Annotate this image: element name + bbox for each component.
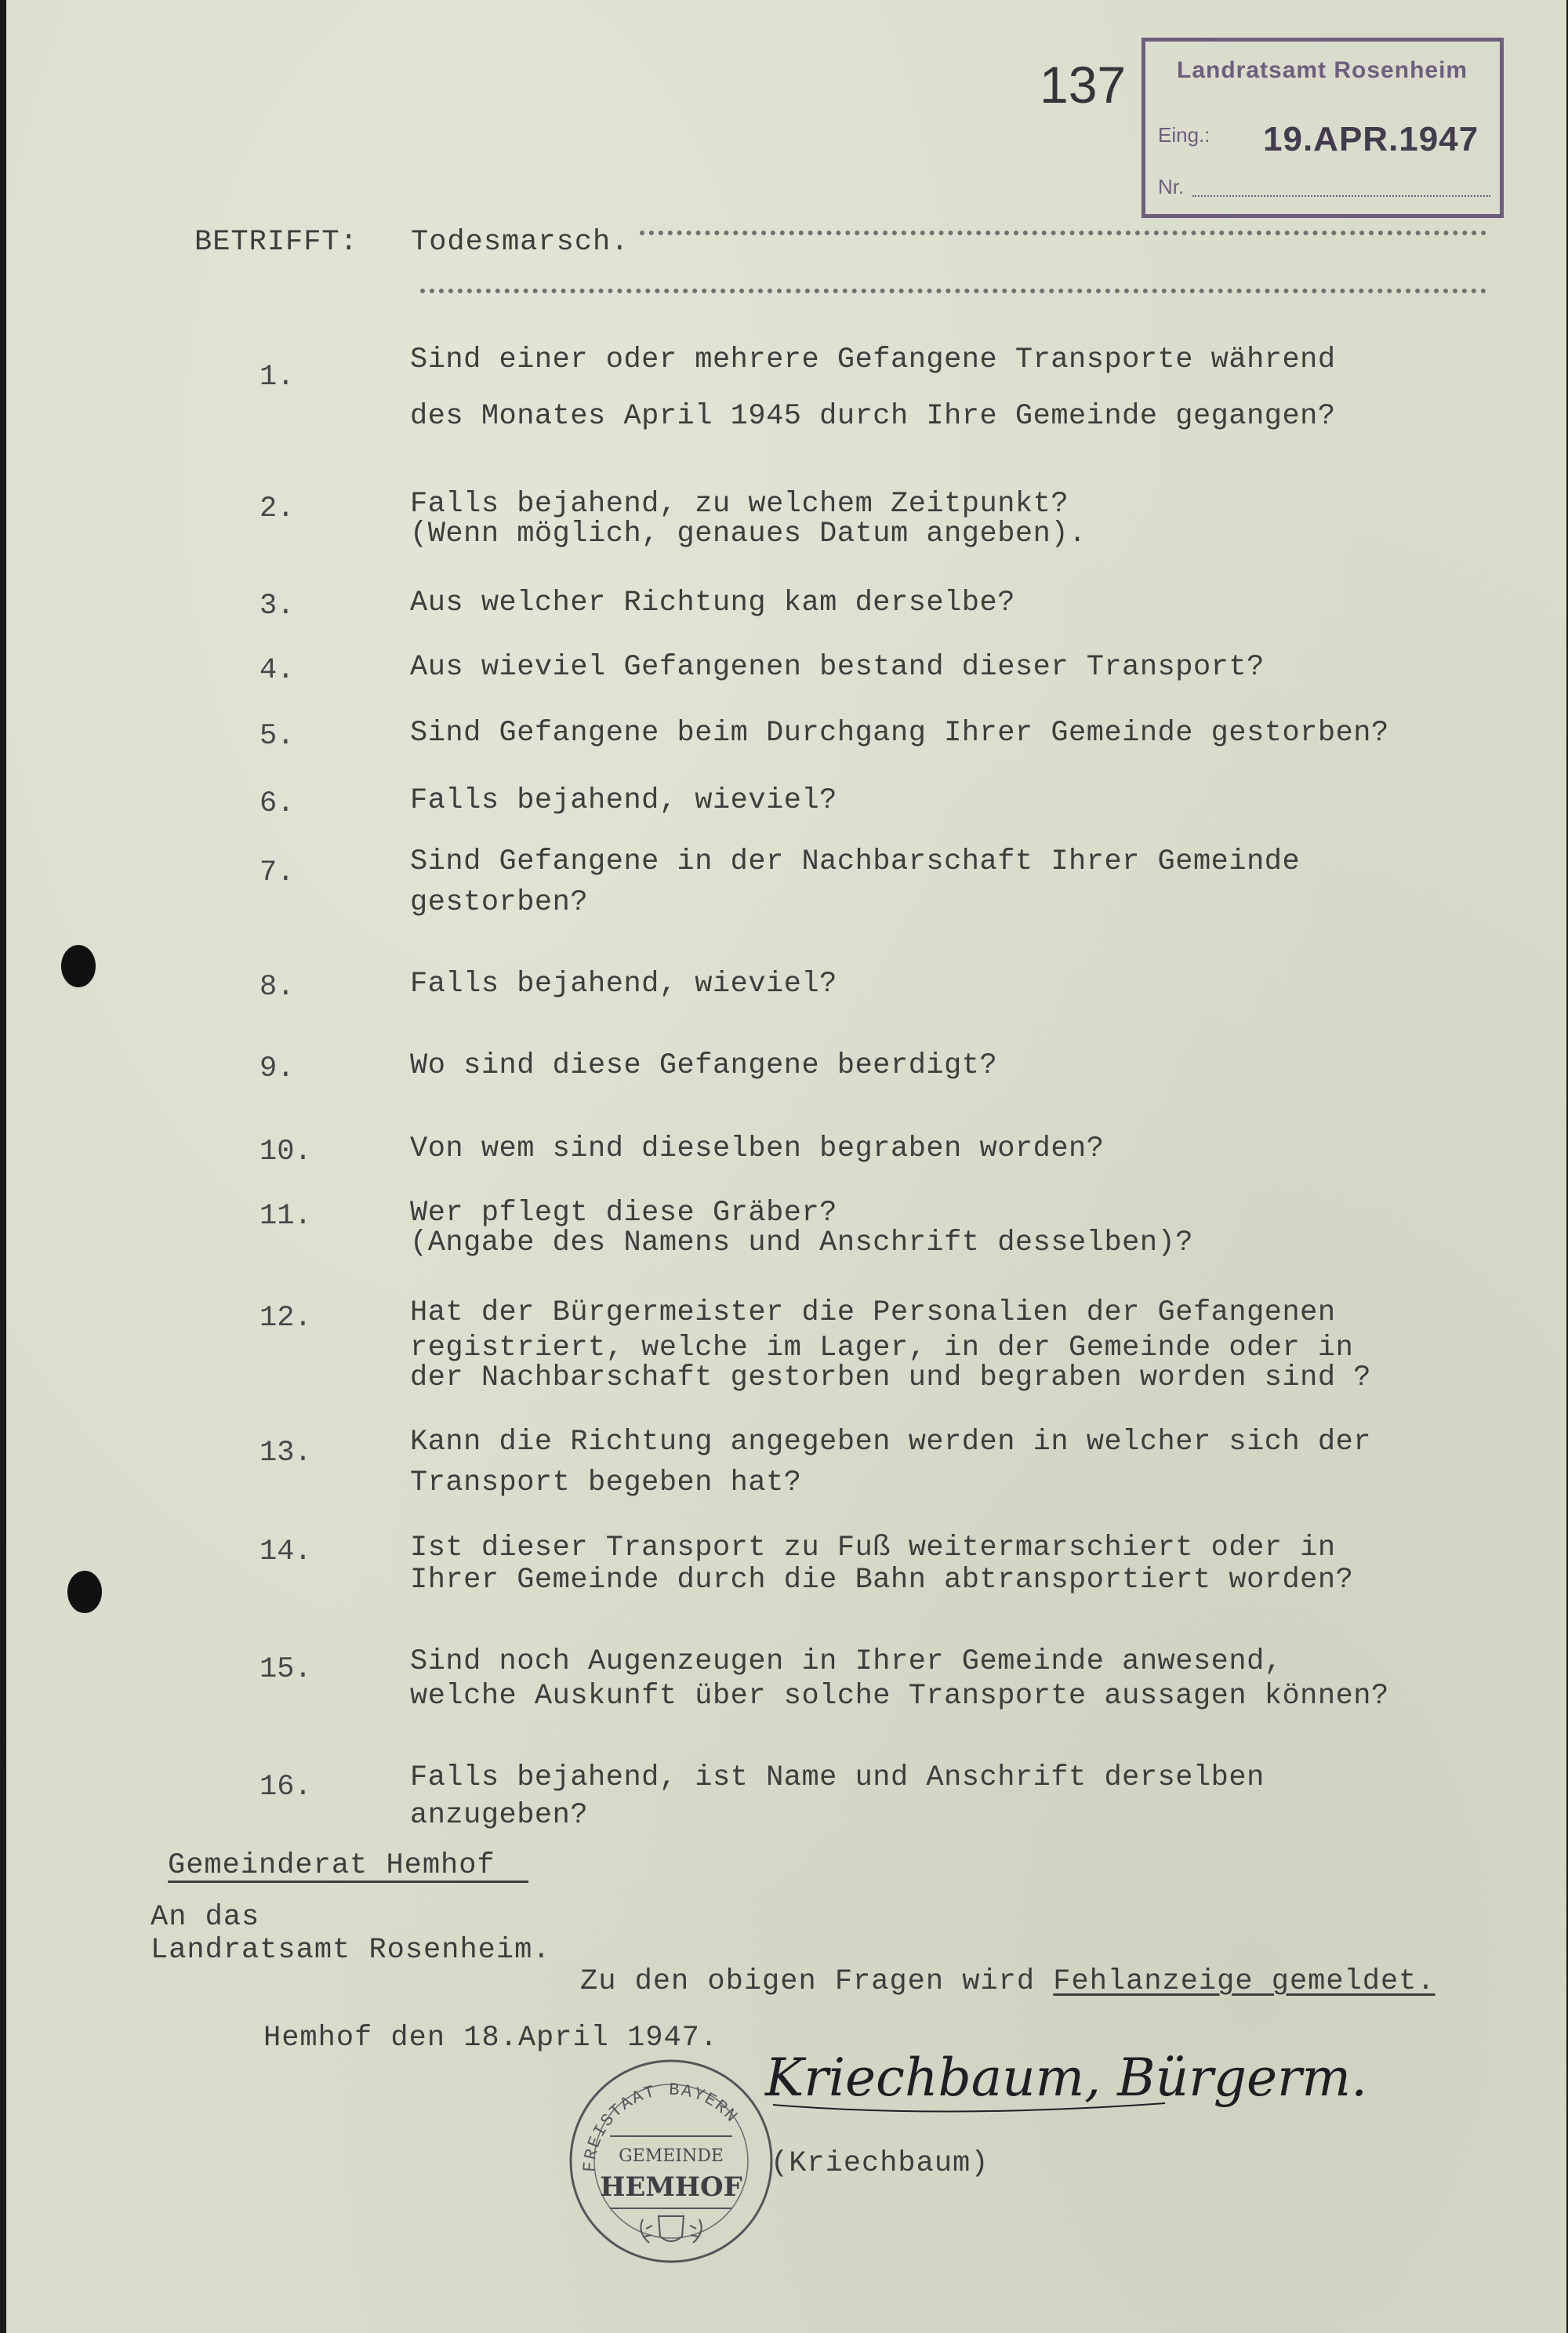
question-text: Ist dieser Transport zu Fuß weitermarschiert oder in (410, 1532, 1336, 1564)
question-number: 10. (260, 1136, 312, 1168)
seal-line-hemhof: HEMHOF (600, 2171, 742, 2203)
receipt-stamp (1142, 38, 1504, 218)
question-text: der Nachbarschaft gestorben und begraben worden sind ? (410, 1361, 1371, 1394)
seal-line-gemeinde: GEMEINDE (619, 2146, 724, 2166)
question-text: Falls bejahend, ist Name und Anschrift derselben (410, 1761, 1265, 1794)
signature-text: Kriechbaum, Bürgerm. (765, 2048, 1368, 2108)
question-text: gestorben? (410, 886, 589, 919)
question-number: 14. (260, 1535, 312, 1568)
report-emphasis: Fehlanzeige gemeldet. (1053, 1965, 1436, 1998)
seal-emblem-icon (641, 2216, 701, 2243)
question-text: Sind Gefangene in der Nachbarschaft Ihrer Gemeinde (410, 845, 1301, 878)
question-text: Wer pflegt diese Gräber? (410, 1197, 837, 1230)
recipient-line-1: An das (151, 1901, 260, 1934)
question-number: 4. (260, 654, 295, 687)
stamp-office: Landratsamt Rosenheim (1177, 57, 1468, 83)
stamp-eing-label: Eing.: (1158, 123, 1210, 147)
question-text: Ihrer Gemeinde durch die Bahn abtransportiert worden? (410, 1564, 1354, 1597)
question-text: des Monates April 1945 durch Ihre Gemeinde gegangen? (410, 400, 1336, 433)
question-text: (Angabe des Namens und Anschrift desselben)? (410, 1226, 1193, 1259)
place-date: Hemhof den 18.April 1947. (263, 2022, 719, 2055)
subject-dots-2 (420, 289, 1486, 293)
question-number: 8. (260, 971, 295, 1004)
question-number: 2. (260, 492, 295, 525)
question-text: Falls bejahend, zu welchem Zeitpunkt? (410, 488, 1069, 521)
question-number: 11. (260, 1200, 312, 1233)
typed-name: (Kriechbaum) (771, 2147, 989, 2180)
question-text: anzugeben? (410, 1799, 589, 1832)
sender-line: Gemeinderat Hemhof (168, 1849, 495, 1882)
handwritten-signature (757, 2031, 1368, 2125)
question-text: Sind einer oder mehrere Gefangene Transporte während (410, 343, 1336, 376)
question-text: welche Auskunft über solche Transporte aussagen können? (410, 1680, 1389, 1713)
question-number: 5. (260, 720, 295, 753)
stamp-nr-label: Nr. (1158, 175, 1185, 198)
question-number: 1. (260, 361, 295, 394)
seal-ring-text: FREISTAAT BAYERN (579, 2080, 742, 2173)
question-number: 12. (260, 1302, 312, 1335)
question-text: Von wem sind dieselben begraben worden? (410, 1132, 1105, 1165)
sender-underline (168, 1881, 528, 1883)
stamp-date: 19.APR.1947 (1263, 120, 1479, 158)
question-text: Hat der Bürgermeister die Personalien der Gefangenen (410, 1296, 1336, 1329)
report-statement (580, 1965, 1436, 1998)
stamp-nr-line (1192, 195, 1490, 197)
file-number: 137 (1040, 56, 1127, 114)
question-text: Wo sind diese Gefangene beerdigt? (410, 1049, 998, 1082)
question-text: Kann die Richtung angegeben werden in welcher sich der (410, 1426, 1371, 1459)
question-number: 3. (260, 590, 295, 623)
question-number: 13. (260, 1437, 312, 1470)
punch-hole-top (61, 945, 96, 987)
question-number: 7. (260, 856, 295, 889)
question-number: 16. (260, 1771, 312, 1804)
question-text: Aus welcher Richtung kam derselbe? (410, 587, 1015, 620)
question-number: 9. (260, 1052, 295, 1085)
punch-hole-bottom (67, 1571, 102, 1613)
document-page (6, 0, 1566, 2333)
question-text: Sind noch Augenzeugen in Ihrer Gemeinde anwesend, (410, 1645, 1283, 1678)
question-text: (Wenn möglich, genaues Datum angeben). (410, 518, 1087, 551)
subject-label: BETRIFFT: (194, 226, 358, 259)
subject-text: Todesmarsch. (411, 226, 630, 259)
question-text: Falls bejahend, wieviel? (410, 784, 837, 817)
question-text: Aus wieviel Gefangenen bestand dieser Transport? (410, 651, 1265, 684)
recipient-line-2: Landratsamt Rosenheim. (151, 1934, 551, 1967)
municipal-seal (564, 2055, 778, 2268)
question-text: Transport begeben hat? (410, 1466, 802, 1499)
report-prefix: Zu den obigen Fragen wird (580, 1965, 1054, 1998)
question-text: registriert, welche im Lager, in der Gemeinde oder in (410, 1332, 1354, 1365)
question-text: Sind Gefangene beim Durchgang Ihrer Gemeinde gestorben? (410, 717, 1389, 750)
question-number: 15. (260, 1653, 312, 1686)
question-text: Falls bejahend, wieviel? (410, 968, 837, 1001)
question-number: 6. (260, 787, 295, 820)
subject-dots-1 (640, 231, 1486, 235)
